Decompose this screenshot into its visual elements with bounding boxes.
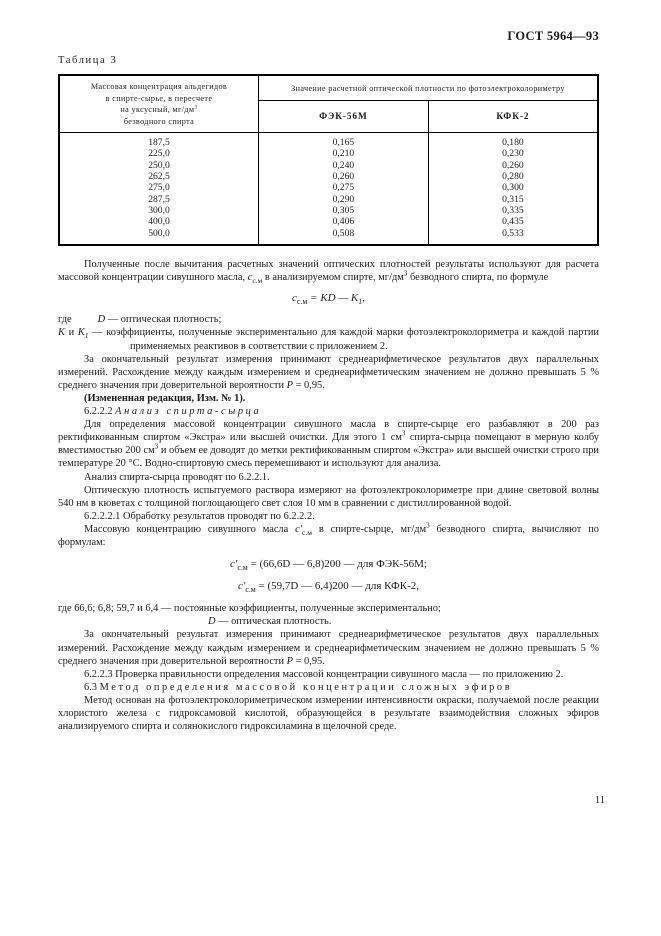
header-line-3-superscript: 3 — [194, 104, 198, 111]
p2-text-end: = 0,95. — [293, 379, 325, 391]
symbol-k: K — [58, 327, 65, 339]
formula1-expression: = KD — K — [307, 292, 359, 305]
section-63-title: Метод определения массовой концентрации сложных эфиров — [99, 681, 513, 693]
section-6222-number: 6.2.2.2 — [84, 406, 116, 418]
cell-value: 187,5 — [148, 137, 170, 148]
header-line-3: на уксусный, мг/дм — [120, 105, 195, 114]
formula2-expression: = (66,6D — 6,8)200 — для ФЭК-56М; — [247, 558, 427, 571]
page-number: 11 — [594, 795, 605, 806]
formula1-comma: , — [362, 292, 365, 305]
section-6-3-heading — [58, 681, 599, 694]
symbol-k1-subscript: 1 — [84, 331, 89, 341]
fek56m-values — [259, 137, 428, 239]
formula1-k-subscript: 1 — [358, 297, 363, 307]
formula3-expression: = (59,7D — 6,4)200 — для КФК-2, — [255, 580, 419, 593]
symbol-d: D — [97, 314, 106, 326]
table-body — [59, 133, 598, 246]
p1-symbol-c: c — [247, 272, 253, 284]
header-line-4: безводного спирта — [123, 116, 195, 126]
page-content — [58, 28, 599, 733]
formula-kfk-2 — [58, 580, 599, 593]
cell-value: 0,275 — [332, 182, 355, 194]
d-definition-text: — оптическая плотность. — [215, 616, 332, 628]
cell-value: 250,0 — [148, 159, 170, 171]
p3-text-c: и объем ее доводят до метки ректификованным спиртом «Экстра» или высшей очистки строго при температуре 20 °C. Водно-спиртовую смесь перемешивают и используют для анализа. — [58, 445, 599, 470]
paragraph-analysis-reference: Анализ спирта-сырца проводят по 6.2.2.1. — [84, 471, 270, 483]
p7-symbol-subscript: с.м — [302, 527, 312, 537]
p7-symbol-c-prime: c′ — [295, 523, 303, 535]
cell-value: 0,210 — [332, 148, 355, 160]
header-concentration — [59, 75, 259, 133]
table-header-row-1 — [59, 75, 598, 101]
editorial-note: (Измененная редакция, Изм. № 1). — [84, 392, 246, 404]
cell-value: 0,280 — [502, 171, 524, 183]
cell-kfk2-column — [428, 133, 598, 246]
kfk2-values — [429, 137, 597, 239]
concentration-values — [60, 137, 258, 239]
paragraph-final-result-1 — [58, 353, 599, 392]
cell-value: 0,260 — [502, 159, 524, 171]
cell-value: 0,180 — [502, 137, 524, 148]
where-d-text: — оптическая плотность; — [105, 314, 222, 326]
p8-text: За окончательный результат измерения принимают среднеарифметическое результатов двух параллельных измерений. Расхождение между каждым измерением и среднеарифметическим значением не должно превышать 5 % среднего значения при доверительной вероятности — [58, 629, 599, 667]
table-3 — [58, 74, 599, 246]
cell-value: 0,508 — [332, 227, 355, 239]
table-row — [59, 133, 598, 246]
cell-value: 0,260 — [332, 171, 355, 183]
cell-value: 0,300 — [502, 182, 524, 194]
section-6222-title: Анализ спирта-сырца — [115, 406, 262, 418]
formula2-subscript: с.м — [237, 563, 248, 573]
cell-value: 0,315 — [502, 193, 524, 205]
symbol-d-2: D — [208, 616, 216, 628]
p3-superscript-1: 3 — [401, 429, 406, 438]
table-caption: Таблица 3 — [58, 55, 118, 66]
p7-superscript: 3 — [426, 521, 430, 530]
cell-value: 0,240 — [332, 159, 355, 171]
p7-text-a: Массовую концентрацию сивушного масла — [84, 523, 296, 535]
p1-superscript: 3 — [403, 269, 408, 278]
p3-text-b: спирта-сырца помещают в мерную колбу вместимостью 200 см — [58, 432, 599, 457]
p1-text-b: в анализируемом спирте, мг/дм — [262, 272, 404, 284]
body-text — [58, 258, 599, 733]
symbol-k1: K — [77, 327, 85, 339]
header-optical-density-group: Значение расчетной оптической плотности по фотоэлектроколориметру — [259, 75, 599, 101]
section-63-number: 6.3 — [84, 681, 100, 693]
cell-value: 0,533 — [502, 227, 524, 239]
p7-text-d: безводного спирта, вычисляют по формулам: — [58, 523, 599, 548]
formula-fek-56m — [58, 558, 599, 571]
paragraph-esters-method-description: Метод основан на фотоэлектроколориметрическом измерении интенсивности окраски, получаемой после реакции хлористого железа с гидроксамовой кислотой, образующейся в результате взаимодействия сложных эфиров анализируемого спирта и солянокислого гидроксиламина в щелочной среде. — [58, 694, 599, 733]
paragraph-mass-concentration-formula-intro — [58, 523, 599, 549]
header-line-1: Массовая концентрация альдегидов — [90, 82, 228, 91]
p8-text-end: = 0,95. — [293, 655, 325, 667]
p1-text-a: Полученные после вычитания расчетных значений оптических плотностей результаты используют для расчета массовой концентрации сивушного масла, — [58, 259, 599, 284]
cell-value: 0,305 — [332, 205, 355, 217]
p2-text: За окончательный результат измерения принимают среднеарифметическое результатов двух параллельных измерений. Расхождение между каждым измерением и среднеарифметическим значением не должно превышать 5 % среднего значения при доверительной вероятности — [58, 353, 599, 391]
cell-value: 287,5 — [148, 193, 170, 205]
where-label: где — [58, 314, 72, 326]
cell-value: 275,0 — [148, 182, 170, 194]
p1-text-d: безводного спирта, по формуле — [407, 272, 549, 284]
formula2-symbol-c: c′ — [230, 558, 238, 571]
p8-symbol-P: P — [286, 655, 293, 667]
k-line-text: — коэффициенты, полученные экспериментально для каждой марки фотоэлектроколориметра и каждой партии применяемых реактивов в соответствии с приложением 2. — [88, 327, 599, 352]
cell-value: 0,435 — [502, 216, 524, 228]
p7-text-b: в спирте-сырце, мг/дм — [311, 523, 427, 535]
cell-value: 225,0 — [148, 148, 170, 160]
cell-value: 500,0 — [148, 227, 170, 239]
table-head — [59, 75, 598, 133]
cell-value: 0,335 — [502, 205, 524, 217]
coefficients-line: где 66,6; 6,8; 59,7 и 6,4 — постоянные коэффициенты, полученные экспериментально; — [58, 603, 441, 615]
p3-superscript-2: 3 — [154, 442, 159, 451]
paragraph-calculation-intro — [58, 258, 599, 284]
p2-symbol-P: P — [286, 379, 293, 391]
formula1-symbol-c: c — [292, 292, 297, 305]
section-6-2-2-2-1: 6.2.2.2.1 Обработку результатов проводят по 6.2.2.2. — [84, 510, 315, 522]
p3-text-a: Для определения массовой концентрации сивушного масла в спирте-сырце его разбавляют в 200 раз ректификованным спиртом «Экстра» или высшей очистки. Для этого 1 см — [58, 419, 599, 444]
where-d-line — [58, 313, 599, 326]
header-kfk-2: КФК-2 — [428, 101, 598, 133]
formula-sivushnoe-maslo — [58, 292, 599, 305]
cell-value: 400,0 — [148, 216, 170, 228]
cell-concentration-column — [59, 133, 259, 246]
section-6-2-2-2-heading — [58, 405, 599, 418]
formula3-subscript: с.м — [245, 585, 256, 595]
cell-fek56m-column — [259, 133, 429, 246]
standard-code-header: ГОСТ 5964—93 — [507, 29, 599, 43]
cell-value: 0,406 — [332, 216, 355, 228]
paragraph-dilution-procedure — [58, 418, 599, 470]
cell-value: 0,230 — [502, 148, 524, 160]
formula3-symbol-c: c′ — [238, 580, 246, 593]
cell-value: 0,290 — [332, 193, 355, 205]
section-6-2-2-3: 6.2.2.3 Проверка правильности определения массовой концентрации сивушного масла — по приложению 2. — [84, 668, 564, 680]
paragraph-optical-density-measurement: Оптическую плотность испытуемого раствора измеряют на фотоэлектроколориметре при длине световой волны 540 нм в кюветах с толщиной поглощающего свет слоя 10 мм в сравнении с дистиллированной водой. — [58, 484, 599, 509]
header-fek-56m: ФЭК-56М — [259, 101, 429, 133]
formula1-c-subscript: с.м — [296, 297, 308, 307]
cell-value: 300,0 — [148, 205, 170, 217]
k-line-conjunction: и — [64, 327, 78, 339]
d-definition-line — [58, 615, 599, 628]
cell-value: 0,165 — [332, 137, 355, 148]
header-line-2: в спирте-сырье, в пересчете — [105, 93, 213, 103]
paragraph-final-result-2 — [58, 628, 599, 667]
p1-symbol-c-subscript: с.м — [252, 276, 263, 286]
where-k-line — [58, 326, 599, 352]
cell-value: 262,5 — [148, 171, 170, 183]
